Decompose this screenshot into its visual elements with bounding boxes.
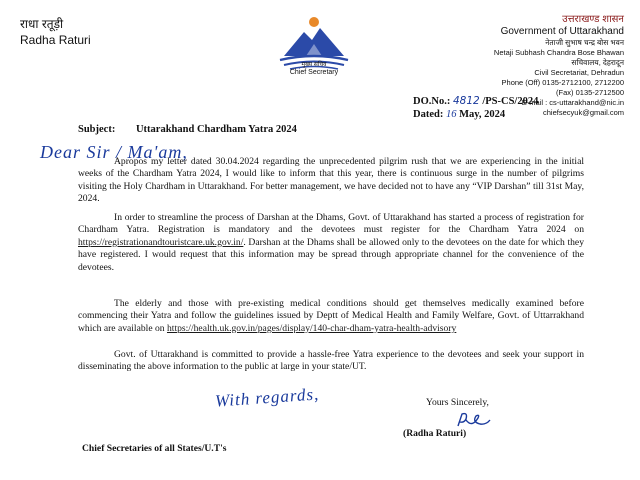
subject-line <box>78 124 297 135</box>
govt-name-hindi: उत्तराखण्ड शासन <box>562 14 624 25</box>
paragraph-3: The elderly and those with pre-existing medical conditions should get themselves medically examined before commencing their Yatra and follow the guidelines issued by Deptt of Medical Health and Family Welfare, Govt. of Uttarrakhand which are available on https://health.uk.gov.in/pages/display/140-char-dham-yatra-health-advisory <box>78 298 584 334</box>
bhawan-hindi: नेताजी सुभाष चन्द्र बोस भवन <box>545 38 624 47</box>
secretariat-hindi: सचिवालय, देहरादून <box>571 58 624 67</box>
bhawan-english: Netaji Subhash Chandra Bose Bhawan <box>493 48 624 57</box>
signature-icon <box>454 410 494 430</box>
yours-sincerely: Yours Sincerely, <box>426 397 489 408</box>
sender-name-english: Radha Raturi <box>20 33 91 47</box>
date-handwritten: 16 <box>445 109 457 120</box>
email-line-1: E-mail : cs-uttarakhand@nic.in <box>521 98 624 107</box>
paragraph-2: In order to streamline the process of Darshan at the Dhams, Govt. of Uttarakhand has started a process of registration for Chardham Yatra. Registration is mandatory and the devotees must register for the Chardham Yatra 2024 on https://registrationandtouristcare.uk.gov.in/. Darshan at the Dhams shall be allowed only to the devotees on the date for which they have registered. I would request that this information may be spread through appropriate channel for the convenience of the devotees. <box>78 212 584 273</box>
registration-link[interactable]: https://registrationandtouristcare.uk.gov.in/ <box>78 236 244 248</box>
signatory-name: (Radha Raturi) <box>403 428 467 439</box>
govt-name-english: Government of Uttarakhand <box>500 26 624 37</box>
do-number-handwritten: 4812 <box>452 95 480 107</box>
do-number: DO.No.: 4812 /PS-CS/2024 <box>413 95 539 107</box>
subject-text: Uttarakhand Chardham Yatra 2024 <box>135 124 297 135</box>
addressee: Chief Secretaries of all States/U.T's <box>82 443 227 454</box>
sender-name-hindi: राधा रतूड़ी <box>20 17 64 31</box>
phone-line: Phone (Off) 0135-2712100, 2712200 <box>501 78 624 87</box>
paragraph-4: Govt. of Uttarakhand is committed to provide a hassle-free Yatra experience to the devotees and seek your support in disseminating the above information to the public at large in your state/UT. <box>78 349 584 373</box>
email-line-2: chiefsecyuk@gmail.com <box>543 108 624 117</box>
emblem-caption <box>268 62 360 76</box>
reference-block <box>413 95 538 121</box>
health-advisory-link[interactable]: https://health.uk.gov.in/pages/display/140-char-dham-yatra-health-advisory <box>166 322 457 334</box>
paragraph-1: Apropos my letter dated 30.04.2024 regarding the unprecedented pilgrim rush that we are experiencing in the initial weeks of the Chardham Yatra 2024, I would like to inform that this year, there is continuous surge in the number of pilgrims visiting the Holy Chardham in Uttarakhand. For better management, we have decided not to have any “VIP Darshan” till 31st May, 2024. <box>78 156 584 205</box>
sender-name-block <box>20 16 91 48</box>
salutation-handwritten: Dear Sir / Ma'am, <box>40 142 188 162</box>
fax-line: (Fax) 0135-2712500 <box>556 88 624 97</box>
subject-label: Subject: <box>78 124 116 135</box>
secretariat-english: Civil Secretariat, Dehradun <box>534 68 624 77</box>
emblem-caption-hindi: मुख्य सचिव <box>301 62 327 68</box>
date-line: Dated: 16 May, 2024 <box>413 109 506 120</box>
emblem-caption-english: Chief Secretary <box>289 69 339 76</box>
regards-handwritten: With regards, <box>214 384 320 411</box>
